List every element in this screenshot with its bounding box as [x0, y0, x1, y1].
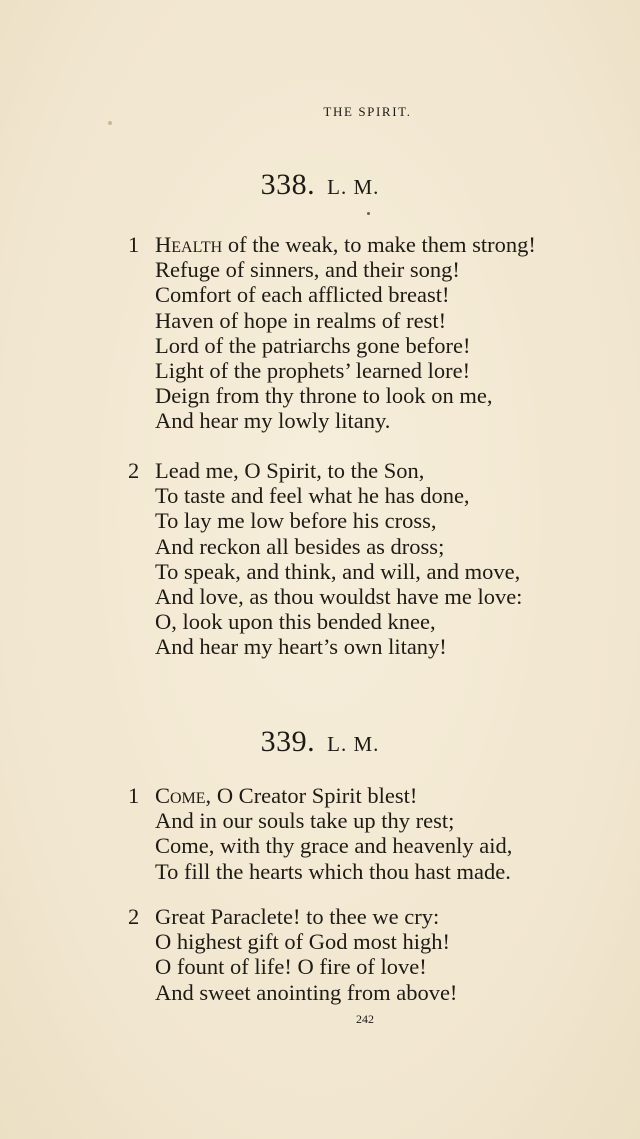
verse-line: And love, as thou wouldst have me love: — [155, 583, 523, 609]
verse-text: Lead me, O Spirit, to the Son, — [155, 458, 425, 483]
stanza-number: 2 — [128, 458, 140, 483]
verse-line: O, look upon this bended knee, — [155, 609, 436, 635]
stanza — [128, 458, 522, 660]
stanza-number: 1 — [128, 232, 140, 257]
stanza — [128, 783, 512, 884]
verse-line — [128, 783, 512, 808]
verse-line: Comfort of each afflicted breast! — [155, 282, 450, 308]
verse-line: To lay me low before his cross, — [155, 508, 437, 534]
hymn-number: 338. — [260, 168, 316, 201]
running-head: THE SPIRIT. — [323, 104, 412, 119]
stanza — [128, 232, 536, 434]
stanza-number: 2 — [128, 904, 140, 929]
hymn-meter: L. M. — [327, 732, 380, 756]
stanza — [128, 904, 457, 1005]
verse-line: And reckon all besides as dross; — [155, 533, 445, 559]
hymn-heading — [0, 725, 640, 759]
verse-line — [128, 904, 457, 929]
verse-line: O highest gift of God most high! — [155, 929, 450, 955]
verse-line — [128, 232, 536, 257]
verse-line: To taste and feel what he has done, — [155, 483, 470, 509]
verse-line: Refuge of sinners, and their song! — [155, 257, 460, 283]
verse-line: Deign from thy throne to look on me, — [155, 383, 493, 409]
hymn-heading — [0, 168, 640, 202]
verse-line — [128, 458, 522, 483]
verse-text: of the weak, to make them strong! — [222, 232, 536, 257]
verse-line: And hear my lowly litany. — [155, 408, 391, 434]
verse-line: To fill the hearts which thou hast made. — [155, 858, 511, 884]
verse-line: And in our souls take up thy rest; — [155, 808, 455, 834]
hymn-number: 339. — [260, 725, 316, 758]
verse-line: To speak, and think, and will, and move, — [155, 558, 521, 584]
verse-text: O Creator Spirit blest! — [211, 783, 418, 808]
paper-speck — [367, 212, 370, 215]
verse-line: Come, with thy grace and heavenly aid, — [155, 833, 513, 859]
verse-line: Haven of hope in realms of rest! — [155, 307, 447, 333]
verse-line: And sweet anointing from above! — [155, 979, 458, 1005]
page-number: 242 — [356, 1012, 374, 1026]
initial-word: Health — [155, 232, 223, 257]
hymn-meter: L. M. — [327, 175, 380, 199]
verse-line: Light of the prophets’ learned lore! — [155, 357, 471, 383]
verse-line: Lord of the patriarchs gone before! — [155, 332, 471, 358]
stanza-number: 1 — [128, 783, 140, 808]
initial-word: Come, — [155, 783, 212, 808]
verse-line: And hear my heart’s own litany! — [155, 634, 447, 660]
verse-line: O fount of life! O fire of love! — [155, 954, 427, 980]
paper-speck — [108, 121, 112, 125]
verse-text: Great Paraclete! to thee we cry: — [155, 904, 440, 929]
